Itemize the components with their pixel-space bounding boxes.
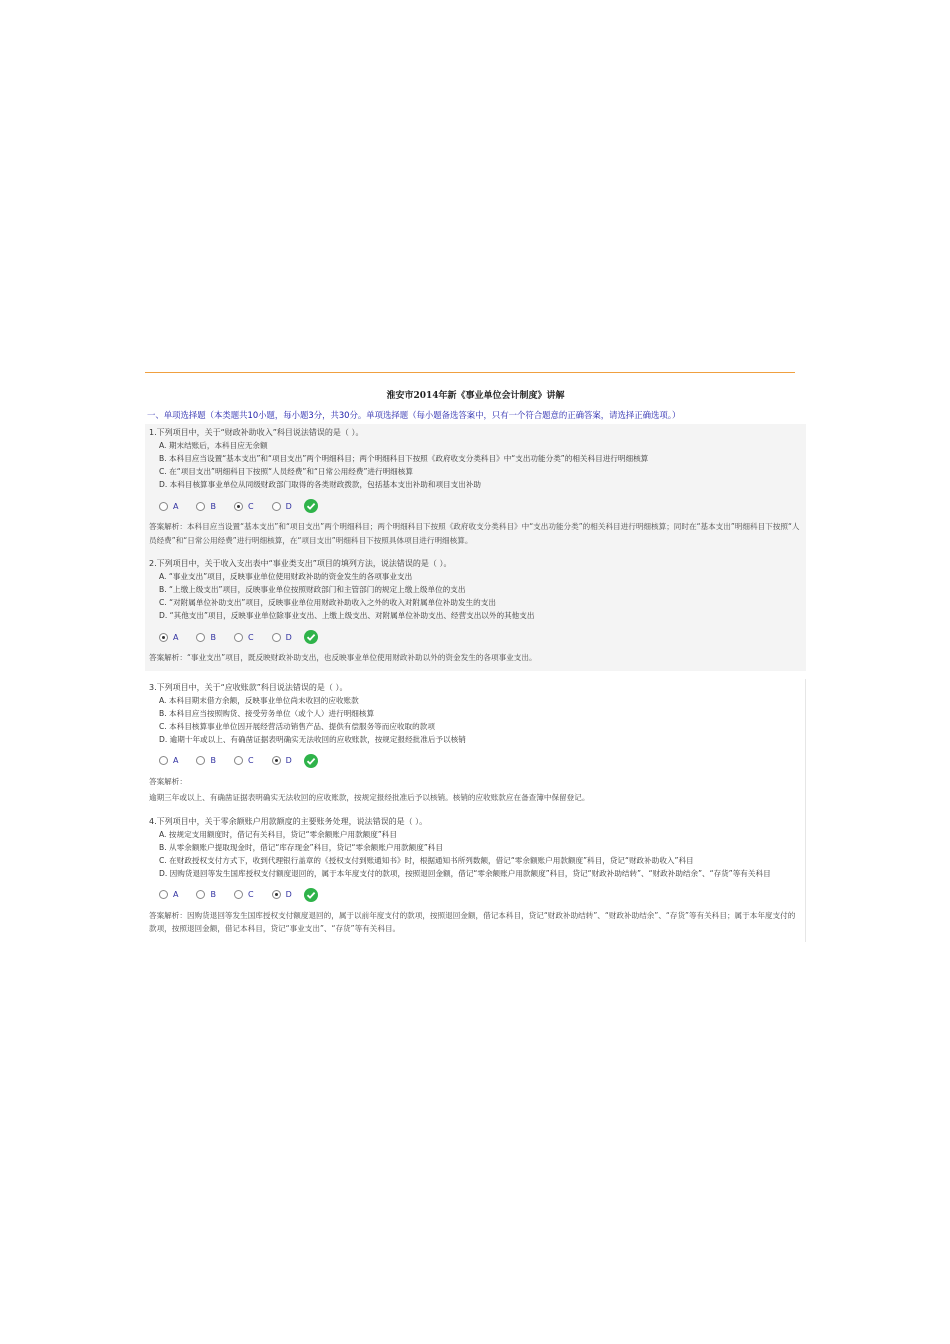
check-circle-icon [304,499,318,513]
check-circle-icon [304,888,318,902]
question-stem: 3.下列项目中，关于“应收账款”科目说法错误的是（ ）。 [149,682,348,692]
answer-choices [159,496,802,516]
choice-d[interactable]: D [272,633,292,642]
radio-button[interactable] [272,633,281,642]
choice-c[interactable]: C [234,633,254,642]
option-d: D. “其他支出”项目，反映事业单位除事业支出、上缴上级支出、对附属单位补助支出、经营支出以外的其他支出 [159,611,535,620]
page-title: 淮安市2014年新《事业单位会计制度》讲解 [386,391,565,401]
option-a: A. 期末结账后，本科目应无余额 [159,441,268,450]
radio-button[interactable] [234,890,243,899]
section-heading: 一、单项选择题（本类题共10小题，每小题3分，共30分。单项选择题（每小题备选答案中，只有一个符合题意的正确答案，请选择正确选项。） [147,410,681,420]
choice-a[interactable]: A [159,756,178,765]
answer-analysis: 答案解析：本科目应当设置“基本支出”和“项目支出”两个明细科目；两个明细科目下按照《政府收支分类科目》中“支出功能分类”的相关科目进行明细核算；同时在“基本支出”明细科目下按照“人员经费”和“日常公用经费”进行明细核算，在“项目支出”明细科目下按照具体项目进行明细核算。 [149,522,800,545]
answer-analysis: 答案解析：因购货退回等发生国库授权支付额度退回的，属于以前年度支付的款项，按照退回金额，借记本科目，贷记“财政补助结转”、“财政补助结余”、“存货”等有关科目；属于本年度支付的款项，按照退回金额，借记本科目，贷记“事业支出”、“存货”等有关科目。 [149,910,796,933]
check-circle-icon [304,630,318,644]
option-b: B. 本科目应当设置“基本支出”和“项目支出”两个明细科目；两个明细科目下按照《政府收支分类科目》中“支出功能分类”的相关科目进行明细核算 [159,454,649,463]
choice-b[interactable]: B [196,502,216,511]
choice-b[interactable]: B [196,890,216,899]
question-stem: 4.下列项目中，关于零余额账户用款额度的主要账务处理，说法错误的是（ ）。 [149,816,428,826]
radio-button[interactable] [159,756,168,765]
answer-analysis: 答案解析：“事业支出”项目，既反映财政补助支出，也反映事业单位使用财政补助以外的资金发生的各项事业支出。 [149,653,537,662]
radio-button-selected[interactable] [272,756,281,765]
option-b: B. “上缴上级支出”项目，反映事业单位按照财政部门和主管部门的规定上缴上级单位的支出 [159,585,466,594]
radio-button[interactable] [196,890,205,899]
radio-button-selected[interactable] [234,502,243,511]
option-a: A. 按规定支用额度时，借记有关科目，贷记“零余额账户用款额度”科目 [159,829,397,839]
choice-c[interactable]: C [234,890,254,899]
choice-d[interactable]: D [272,756,292,765]
answer-analysis: 逾期三年或以上、有确凿证据表明确实无法收回的应收账款，按规定报经批准后予以核销。核销的应收账款应在备查簿中保留登记。 [149,793,590,802]
option-a: A. “事业支出”项目，反映事业单位使用财政补助的资金发生的各项事业支出 [159,572,413,581]
question-stem: 2.下列项目中，关于收入支出表中“事业类支出”项目的填列方法，说法错误的是（ ）。 [149,559,452,568]
radio-button[interactable] [196,756,205,765]
answer-choices [159,885,801,905]
answer-choices [159,751,801,771]
choice-a[interactable]: A [159,502,178,511]
choice-d[interactable]: D [272,502,292,511]
option-d: D. 因购货退回等发生国库授权支付额度退回的，属于本年度支付的款项，按照退回金额，借记“零余额账户用款额度”科目，贷记“财政补助结转”、“财政补助结余”、“存货”等有关科目 [159,868,771,878]
choice-b[interactable]: B [196,756,216,765]
radio-button[interactable] [196,633,205,642]
question-stem: 1.下列项目中，关于“财政补助收入”科目说法错误的是（ ）。 [149,428,364,437]
option-c: C. 本科目核算事业单位因开展经营活动销售产品、提供有偿服务等而应收取的款项 [159,721,435,731]
choice-a[interactable]: A [159,890,178,899]
option-a: A. 本科目期末借方余额，反映事业单位尚未收回的应收账款 [159,695,359,705]
option-b: B. 从零余额账户提取现金时，借记“库存现金”科目，贷记“零余额账户用款额度”科目 [159,842,443,852]
choice-d[interactable]: D [272,890,292,899]
radio-button[interactable] [272,502,281,511]
choice-c[interactable]: C [234,756,254,765]
option-d: D. 逾期十年或以上、有确凿证据表明确实无法收回的应收账款，按规定报经批准后予以核销 [159,734,466,744]
radio-button[interactable] [159,890,168,899]
top-divider [145,372,795,373]
answer-choices [159,627,802,647]
radio-button[interactable] [196,502,205,511]
radio-button-selected[interactable] [159,633,168,642]
answer-analysis-label: 答案解析： [149,776,187,786]
option-c: C. “对附属单位补助支出”项目，反映事业单位用财政补助收入之外的收入对附属单位补助发生的支出 [159,598,496,607]
option-c: C. 在财政授权支付方式下，收到代理银行盖章的《授权支付到账通知书》时，根据通知书所列数额，借记“零余额账户用款额度”科目，贷记“财政补助收入”科目 [159,855,694,865]
radio-button[interactable] [234,756,243,765]
choice-a[interactable]: A [159,633,178,642]
check-circle-icon [304,754,318,768]
radio-button[interactable] [159,502,168,511]
radio-button[interactable] [234,633,243,642]
option-b: B. 本科目应当按照购货、接受劳务单位（或个人）进行明细核算 [159,708,375,718]
option-d: D. 本科目核算事业单位从同级财政部门取得的各类财政拨款，包括基本支出补助和项目支出补助 [159,480,482,489]
choice-c[interactable]: C [234,502,254,511]
choice-b[interactable]: B [196,633,216,642]
radio-button-selected[interactable] [272,890,281,899]
quiz-document [145,380,806,942]
question-block-3 [145,679,806,942]
option-c: C. 在“项目支出”明细科目下按照“人员经费”和“日常公用经费”进行明细核算 [159,467,413,476]
question-block-1 [145,424,806,671]
